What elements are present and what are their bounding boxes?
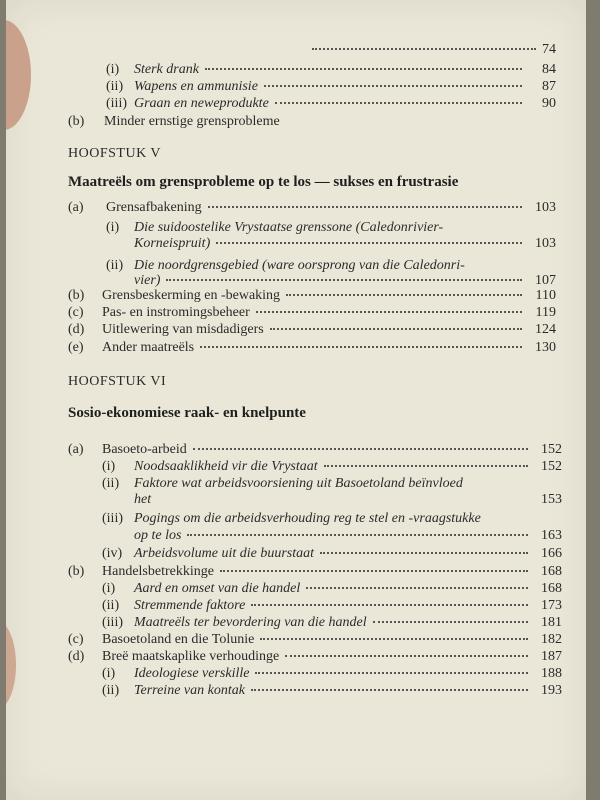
chapter-heading: HOOFSTUK VI <box>68 374 167 389</box>
toc-entry: (ii) Wapens en ammunisie 87 <box>106 79 556 94</box>
toc-entry: (i) Die suidoostelike Vrystaatse grenssone (Caledonrivier- <box>106 220 444 235</box>
toc-entry: (c) Pas- en instromingsbeheer 119 <box>68 305 556 320</box>
finger-shadow <box>6 620 16 710</box>
toc-entry: (b) Handelsbetrekkinge 168 <box>68 564 562 579</box>
toc-entry: (i) Noodsaaklikheid vir die Vrystaat 152 <box>102 459 562 474</box>
toc-entry: (i) Aard en omset van die handel 168 <box>102 581 562 596</box>
toc-entry: (e) Ander maatreëls 130 <box>68 340 556 355</box>
toc-entry: (i) Ideologiese verskille 188 <box>102 666 562 681</box>
toc-entry: (c) Basoetoland en die Tolunie 182 <box>68 632 562 647</box>
toc-entry: (iii) Pogings om die arbeidsverhouding reg te stel en -vraagstukke <box>102 511 481 526</box>
toc-entry-continuation: het 153 <box>134 492 562 507</box>
toc-entry: (ii) Faktore wat arbeidsvoorsiening uit Basoetoland beïnvloed <box>102 476 463 491</box>
toc-entry-continuation: Korneispruit) 103 <box>134 236 556 251</box>
toc-entry-continuation: vier) 107 <box>134 273 556 288</box>
toc-entry: (iii) Maatreëls ter bevordering van die handel 181 <box>102 615 562 630</box>
toc-entry: (ii) Terreine van kontak 193 <box>102 683 562 698</box>
toc-entry: (d) Breë maatskaplike verhoudinge 187 <box>68 649 562 664</box>
chapter-title: Maatreëls om grensprobleme op te los — sukses en frustrasie <box>68 174 459 190</box>
toc-entry: (i) Sterk drank 84 <box>106 62 556 77</box>
toc-entry: (b) Minder ernstige grensprobleme <box>68 114 280 129</box>
toc-entry: (b) Grensbeskerming en -bewaking 110 <box>68 288 556 303</box>
toc-entry: (a) Grensafbakening 103 <box>68 200 556 215</box>
book-page <box>6 0 586 800</box>
toc-entry: (ii) Die noordgrensgebied (ware oorsprong van die Caledonri- <box>106 258 465 273</box>
chapter-title: Sosio-ekonomiese raak- en knelpunte <box>68 405 306 421</box>
toc-entry-continuation: op te los 163 <box>134 528 562 543</box>
toc-entry: (iv) Arbeidsvolume uit die buurstaat 166 <box>102 546 562 561</box>
toc-entry: (ii) Stremmende faktore 173 <box>102 598 562 613</box>
chapter-heading: HOOFSTUK V <box>68 146 162 161</box>
toc-entry: (a) Basoeto-arbeid 152 <box>68 442 562 457</box>
thumb-shadow <box>6 20 31 130</box>
toc-entry: (d) Uitlewering van misdadigers 124 <box>68 322 556 337</box>
toc-entry-74: 74 <box>306 42 556 58</box>
toc-entry: (iii) Graan en neweprodukte 90 <box>106 96 556 111</box>
